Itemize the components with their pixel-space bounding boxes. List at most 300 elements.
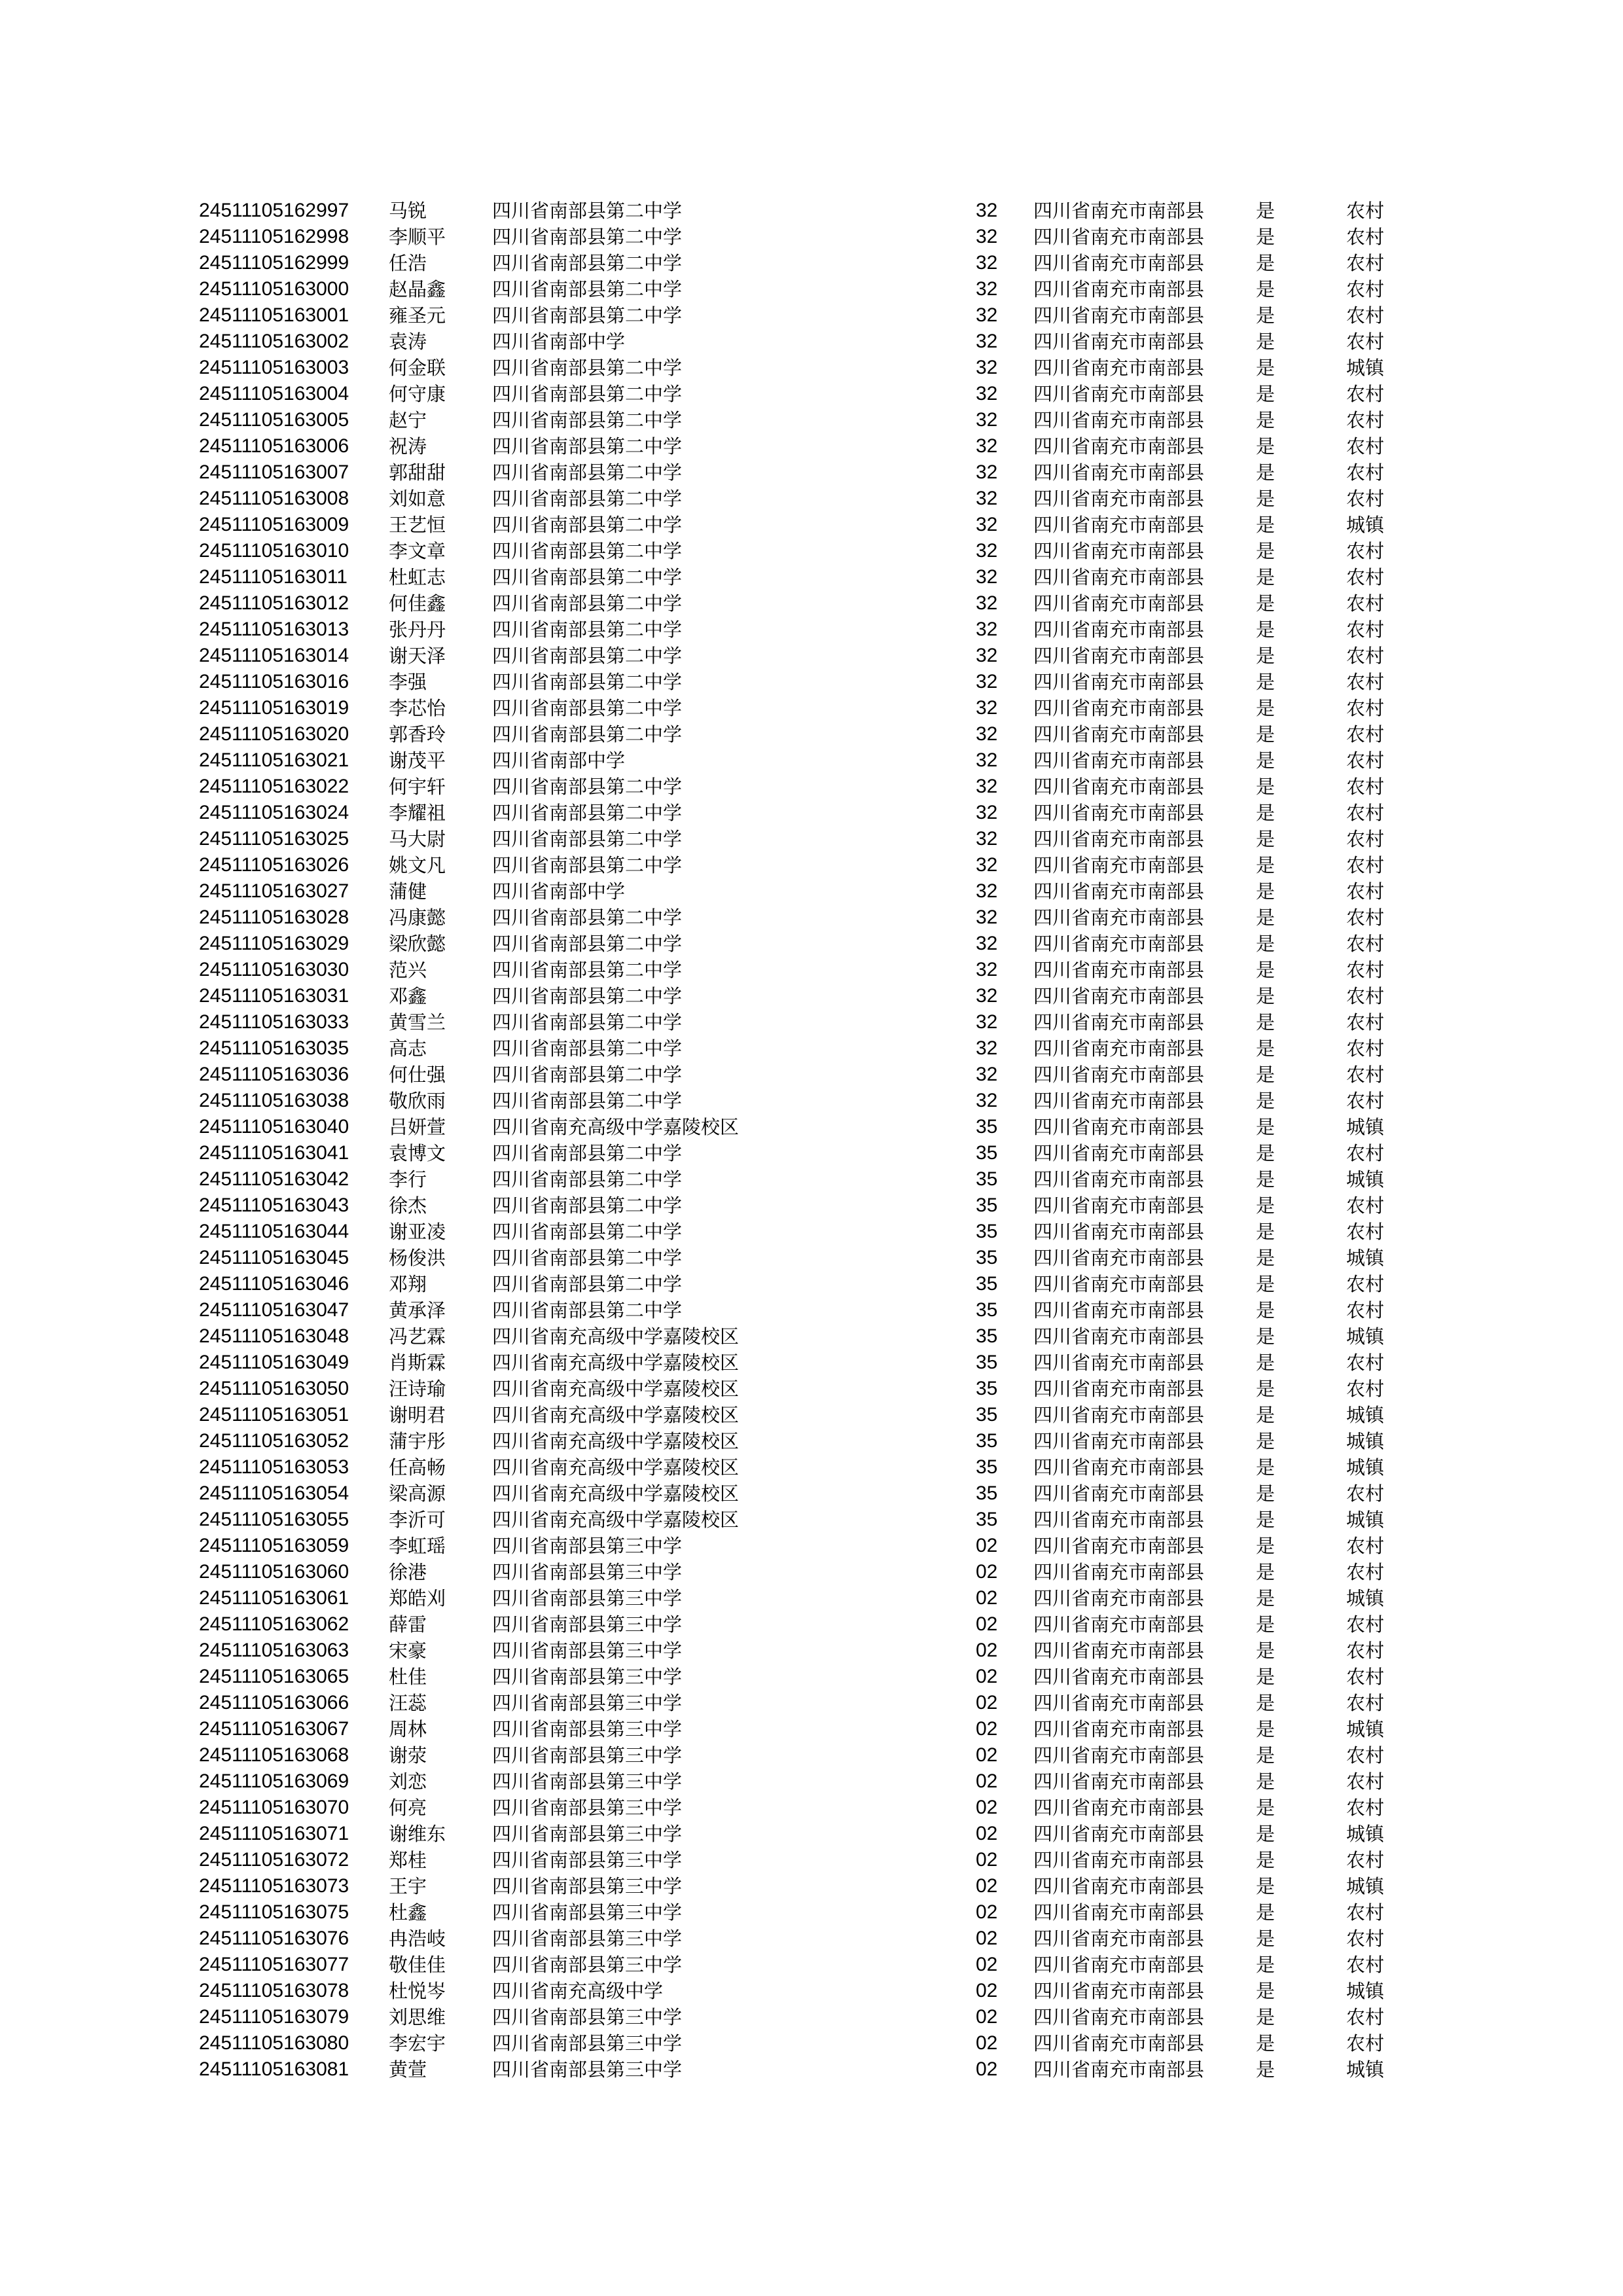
region-cell: 四川省南充市南部县 xyxy=(1033,514,1205,536)
table-row xyxy=(199,2030,1416,2056)
class-code-cell: 35 xyxy=(976,1456,998,1478)
residence-type-cell: 城镇 xyxy=(1346,514,1385,536)
candidate-id-cell: 24511105163022 xyxy=(199,776,349,797)
status-cell: 是 xyxy=(1256,933,1275,955)
candidate-id-cell: 24511105163005 xyxy=(199,409,349,431)
table-row xyxy=(199,198,1416,224)
class-code-cell: 32 xyxy=(976,1011,998,1033)
school-name-cell: 四川省南部县第三中学 xyxy=(492,1587,683,1609)
student-name-cell: 谢天泽 xyxy=(389,645,446,667)
table-row xyxy=(199,302,1416,329)
class-code-cell: 02 xyxy=(976,1718,998,1740)
candidate-id-cell: 24511105163038 xyxy=(199,1090,349,1111)
class-code-cell: 35 xyxy=(976,1299,998,1321)
student-name-cell: 杜虹志 xyxy=(389,566,446,588)
residence-type-cell: 农村 xyxy=(1346,331,1385,353)
region-cell: 四川省南充市南部县 xyxy=(1033,619,1205,641)
region-cell: 四川省南充市南部县 xyxy=(1033,409,1205,431)
candidate-id-cell: 24511105163053 xyxy=(199,1456,349,1478)
table-row xyxy=(199,1088,1416,1114)
residence-type-cell: 农村 xyxy=(1346,1770,1385,1793)
candidate-id-cell: 24511105163031 xyxy=(199,985,349,1007)
table-row xyxy=(199,1559,1416,1585)
status-cell: 是 xyxy=(1256,645,1275,667)
table-row xyxy=(199,250,1416,276)
school-name-cell: 四川省南部县第二中学 xyxy=(492,1142,683,1164)
residence-type-cell: 农村 xyxy=(1346,1378,1385,1400)
class-code-cell: 32 xyxy=(976,1064,998,1085)
region-cell: 四川省南充市南部县 xyxy=(1033,357,1205,379)
student-name-cell: 刘恋 xyxy=(389,1770,427,1793)
candidate-id-cell: 24511105163011 xyxy=(199,566,348,588)
region-cell: 四川省南充市南部县 xyxy=(1033,776,1205,798)
residence-type-cell: 城镇 xyxy=(1346,1875,1385,1897)
status-cell: 是 xyxy=(1256,1561,1275,1583)
class-code-cell: 02 xyxy=(976,2032,998,2054)
school-name-cell: 四川省南部县第二中学 xyxy=(492,488,683,510)
student-name-cell: 汪蕊 xyxy=(389,1692,427,1714)
student-name-cell: 邓翔 xyxy=(389,1273,427,1295)
residence-type-cell: 农村 xyxy=(1346,697,1385,719)
table-row xyxy=(199,1193,1416,1219)
candidate-id-cell: 24511105163044 xyxy=(199,1221,349,1242)
class-code-cell: 02 xyxy=(976,1901,998,1923)
class-code-cell: 02 xyxy=(976,1980,998,2001)
student-name-cell: 王艺恒 xyxy=(389,514,446,536)
candidate-id-cell: 24511105163030 xyxy=(199,959,349,980)
candidate-id-cell: 24511105163051 xyxy=(199,1404,349,1426)
school-name-cell: 四川省南充高级中学嘉陵校区 xyxy=(492,1116,740,1138)
student-name-cell: 何仕强 xyxy=(389,1064,446,1086)
status-cell: 是 xyxy=(1256,1247,1275,1269)
status-cell: 是 xyxy=(1256,435,1275,457)
student-name-cell: 徐杰 xyxy=(389,1194,427,1217)
student-name-cell: 郑皓刈 xyxy=(389,1587,446,1609)
school-name-cell: 四川省南部县第三中学 xyxy=(492,1561,683,1583)
student-name-cell: 杜悦岑 xyxy=(389,1980,446,2002)
status-cell: 是 xyxy=(1256,1194,1275,1217)
school-name-cell: 四川省南部县第三中学 xyxy=(492,1849,683,1871)
table-row xyxy=(199,1716,1416,1742)
region-cell: 四川省南充市南部县 xyxy=(1033,1744,1205,1767)
status-cell: 是 xyxy=(1256,461,1275,484)
student-name-cell: 范兴 xyxy=(389,959,427,981)
status-cell: 是 xyxy=(1256,1928,1275,1950)
student-name-cell: 王宇 xyxy=(389,1875,427,1897)
class-code-cell: 32 xyxy=(976,331,998,352)
residence-type-cell: 农村 xyxy=(1346,619,1385,641)
status-cell: 是 xyxy=(1256,1142,1275,1164)
class-code-cell: 32 xyxy=(976,985,998,1007)
table-row xyxy=(199,1035,1416,1062)
region-cell: 四川省南充市南部县 xyxy=(1033,1509,1205,1531)
school-name-cell: 四川省南部县第二中学 xyxy=(492,802,683,824)
residence-type-cell: 农村 xyxy=(1346,1744,1385,1767)
student-name-cell: 袁涛 xyxy=(389,331,427,353)
student-name-cell: 何亮 xyxy=(389,1797,427,1819)
class-code-cell: 02 xyxy=(976,1770,998,1792)
student-name-cell: 何佳鑫 xyxy=(389,592,446,615)
status-cell: 是 xyxy=(1256,1613,1275,1636)
table-row xyxy=(199,852,1416,878)
candidate-id-cell: 24511105163028 xyxy=(199,906,349,928)
residence-type-cell: 农村 xyxy=(1346,1221,1385,1243)
residence-type-cell: 城镇 xyxy=(1346,1718,1385,1740)
region-cell: 四川省南充市南部县 xyxy=(1033,252,1205,274)
status-cell: 是 xyxy=(1256,880,1275,903)
class-code-cell: 32 xyxy=(976,435,998,457)
class-code-cell: 02 xyxy=(976,1613,998,1635)
class-code-cell: 35 xyxy=(976,1430,998,1452)
table-row xyxy=(199,1245,1416,1271)
student-name-cell: 李文章 xyxy=(389,540,446,562)
region-cell: 四川省南充市南部县 xyxy=(1033,1194,1205,1217)
school-name-cell: 四川省南部县第二中学 xyxy=(492,723,683,745)
status-cell: 是 xyxy=(1256,1954,1275,1976)
candidate-id-cell: 24511105163000 xyxy=(199,278,349,300)
table-row xyxy=(199,1899,1416,1926)
residence-type-cell: 农村 xyxy=(1346,461,1385,484)
region-cell: 四川省南充市南部县 xyxy=(1033,1587,1205,1609)
table-row xyxy=(199,276,1416,302)
school-name-cell: 四川省南部县第二中学 xyxy=(492,592,683,615)
class-code-cell: 02 xyxy=(976,1587,998,1609)
residence-type-cell: 农村 xyxy=(1346,1640,1385,1662)
student-name-cell: 梁高源 xyxy=(389,1482,446,1505)
candidate-id-cell: 24511105163063 xyxy=(199,1640,349,1661)
school-name-cell: 四川省南部县第二中学 xyxy=(492,461,683,484)
class-code-cell: 35 xyxy=(976,1273,998,1295)
residence-type-cell: 城镇 xyxy=(1346,1456,1385,1479)
status-cell: 是 xyxy=(1256,2006,1275,2028)
school-name-cell: 四川省南部县第二中学 xyxy=(492,514,683,536)
school-name-cell: 四川省南部县第三中学 xyxy=(492,1744,683,1767)
region-cell: 四川省南充市南部县 xyxy=(1033,1954,1205,1976)
candidate-id-cell: 24511105163073 xyxy=(199,1875,349,1897)
status-cell: 是 xyxy=(1256,1692,1275,1714)
residence-type-cell: 农村 xyxy=(1346,592,1385,615)
status-cell: 是 xyxy=(1256,1849,1275,1871)
class-code-cell: 02 xyxy=(976,2006,998,2028)
student-name-cell: 蒲健 xyxy=(389,880,427,903)
school-name-cell: 四川省南部县第二中学 xyxy=(492,985,683,1007)
class-code-cell: 32 xyxy=(976,697,998,719)
candidate-id-cell: 24511105163076 xyxy=(199,1928,349,1949)
residence-type-cell: 农村 xyxy=(1346,1273,1385,1295)
residence-type-cell: 农村 xyxy=(1346,880,1385,903)
student-name-cell: 李耀祖 xyxy=(389,802,446,824)
candidate-id-cell: 24511105163027 xyxy=(199,880,349,902)
residence-type-cell: 农村 xyxy=(1346,2006,1385,2028)
status-cell: 是 xyxy=(1256,1587,1275,1609)
class-code-cell: 32 xyxy=(976,723,998,745)
residence-type-cell: 农村 xyxy=(1346,1142,1385,1164)
region-cell: 四川省南充市南部县 xyxy=(1033,1797,1205,1819)
class-code-cell: 02 xyxy=(976,2058,998,2080)
candidate-id-cell: 24511105163012 xyxy=(199,592,349,614)
table-row xyxy=(199,669,1416,695)
school-name-cell: 四川省南部县第二中学 xyxy=(492,278,683,300)
region-cell: 四川省南充市南部县 xyxy=(1033,1168,1205,1191)
status-cell: 是 xyxy=(1256,1718,1275,1740)
table-row xyxy=(199,1585,1416,1611)
table-row xyxy=(199,590,1416,617)
residence-type-cell: 城镇 xyxy=(1346,1823,1385,1845)
class-code-cell: 32 xyxy=(976,619,998,640)
school-name-cell: 四川省南部县第三中学 xyxy=(492,1613,683,1636)
table-row xyxy=(199,931,1416,957)
roster-table xyxy=(199,198,1416,2083)
class-code-cell: 32 xyxy=(976,933,998,954)
residence-type-cell: 农村 xyxy=(1346,304,1385,327)
residence-type-cell: 农村 xyxy=(1346,933,1385,955)
residence-type-cell: 农村 xyxy=(1346,200,1385,222)
school-name-cell: 四川省南部县第二中学 xyxy=(492,383,683,405)
class-code-cell: 32 xyxy=(976,776,998,797)
student-name-cell: 谢亚凌 xyxy=(389,1221,446,1243)
candidate-id-cell: 24511105163059 xyxy=(199,1535,349,1556)
status-cell: 是 xyxy=(1256,304,1275,327)
student-name-cell: 姚文凡 xyxy=(389,854,446,876)
class-code-cell: 35 xyxy=(976,1352,998,1373)
table-row xyxy=(199,983,1416,1009)
status-cell: 是 xyxy=(1256,252,1275,274)
residence-type-cell: 农村 xyxy=(1346,906,1385,929)
residence-type-cell: 农村 xyxy=(1346,1011,1385,1033)
school-name-cell: 四川省南部县第三中学 xyxy=(492,2032,683,2054)
residence-type-cell: 农村 xyxy=(1346,1352,1385,1374)
class-code-cell: 02 xyxy=(976,1640,998,1661)
region-cell: 四川省南充市南部县 xyxy=(1033,933,1205,955)
table-row xyxy=(199,1952,1416,1978)
status-cell: 是 xyxy=(1256,383,1275,405)
residence-type-cell: 农村 xyxy=(1346,645,1385,667)
student-name-cell: 袁博文 xyxy=(389,1142,446,1164)
status-cell: 是 xyxy=(1256,1325,1275,1348)
student-name-cell: 马大尉 xyxy=(389,828,446,850)
candidate-id-cell: 24511105163009 xyxy=(199,514,349,535)
candidate-id-cell: 24511105163075 xyxy=(199,1901,349,1923)
school-name-cell: 四川省南部县第三中学 xyxy=(492,1640,683,1662)
region-cell: 四川省南充市南部县 xyxy=(1033,749,1205,772)
candidate-id-cell: 24511105163055 xyxy=(199,1509,349,1530)
status-cell: 是 xyxy=(1256,331,1275,353)
status-cell: 是 xyxy=(1256,697,1275,719)
region-cell: 四川省南充市南部县 xyxy=(1033,880,1205,903)
school-name-cell: 四川省南部中学 xyxy=(492,880,626,903)
student-name-cell: 李宏宇 xyxy=(389,2032,446,2054)
table-row xyxy=(199,1428,1416,1454)
residence-type-cell: 农村 xyxy=(1346,1692,1385,1714)
class-code-cell: 02 xyxy=(976,1954,998,1975)
class-code-cell: 32 xyxy=(976,409,998,431)
school-name-cell: 四川省南充高级中学嘉陵校区 xyxy=(492,1325,740,1348)
school-name-cell: 四川省南部中学 xyxy=(492,749,626,772)
residence-type-cell: 农村 xyxy=(1346,1954,1385,1976)
region-cell: 四川省南充市南部县 xyxy=(1033,2006,1205,2028)
residence-type-cell: 农村 xyxy=(1346,2032,1385,2054)
table-row xyxy=(199,878,1416,905)
region-cell: 四川省南充市南部县 xyxy=(1033,1666,1205,1688)
status-cell: 是 xyxy=(1256,488,1275,510)
region-cell: 四川省南充市南部县 xyxy=(1033,200,1205,222)
region-cell: 四川省南充市南部县 xyxy=(1033,1718,1205,1740)
class-code-cell: 35 xyxy=(976,1325,998,1347)
table-row xyxy=(199,1873,1416,1899)
region-cell: 四川省南充市南部县 xyxy=(1033,488,1205,510)
class-code-cell: 32 xyxy=(976,906,998,928)
class-code-cell: 02 xyxy=(976,1535,998,1556)
residence-type-cell: 农村 xyxy=(1346,1849,1385,1871)
table-row xyxy=(199,1926,1416,1952)
status-cell: 是 xyxy=(1256,723,1275,745)
residence-type-cell: 农村 xyxy=(1346,278,1385,300)
student-name-cell: 郑桂 xyxy=(389,1849,427,1871)
residence-type-cell: 农村 xyxy=(1346,1561,1385,1583)
table-row xyxy=(199,2056,1416,2083)
table-row xyxy=(199,643,1416,669)
class-code-cell: 32 xyxy=(976,226,998,247)
region-cell: 四川省南充市南部县 xyxy=(1033,854,1205,876)
class-code-cell: 35 xyxy=(976,1509,998,1530)
candidate-id-cell: 24511105163045 xyxy=(199,1247,349,1268)
candidate-id-cell: 24511105163047 xyxy=(199,1299,349,1321)
candidate-id-cell: 24511105163040 xyxy=(199,1116,349,1138)
candidate-id-cell: 24511105163077 xyxy=(199,1954,349,1975)
region-cell: 四川省南充市南部县 xyxy=(1033,2058,1205,2081)
student-name-cell: 赵晶鑫 xyxy=(389,278,446,300)
table-row xyxy=(199,1140,1416,1166)
residence-type-cell: 农村 xyxy=(1346,1064,1385,1086)
school-name-cell: 四川省南部县第二中学 xyxy=(492,1168,683,1191)
status-cell: 是 xyxy=(1256,1980,1275,2002)
candidate-id-cell: 24511105163060 xyxy=(199,1561,349,1583)
region-cell: 四川省南充市南部县 xyxy=(1033,331,1205,353)
class-code-cell: 32 xyxy=(976,671,998,692)
candidate-id-cell: 24511105163013 xyxy=(199,619,349,640)
table-row xyxy=(199,617,1416,643)
residence-type-cell: 农村 xyxy=(1346,226,1385,248)
table-row xyxy=(199,695,1416,721)
candidate-id-cell: 24511105163054 xyxy=(199,1482,349,1504)
table-row xyxy=(199,1297,1416,1323)
candidate-id-cell: 24511105163007 xyxy=(199,461,349,483)
table-row xyxy=(199,1009,1416,1035)
candidate-id-cell: 24511105163052 xyxy=(199,1430,349,1452)
region-cell: 四川省南充市南部县 xyxy=(1033,566,1205,588)
school-name-cell: 四川省南部县第三中学 xyxy=(492,1954,683,1976)
student-name-cell: 刘如意 xyxy=(389,488,446,510)
school-name-cell: 四川省南部县第二中学 xyxy=(492,906,683,929)
class-code-cell: 32 xyxy=(976,278,998,300)
status-cell: 是 xyxy=(1256,226,1275,248)
student-name-cell: 何守康 xyxy=(389,383,446,405)
school-name-cell: 四川省南部县第三中学 xyxy=(492,1928,683,1950)
school-name-cell: 四川省南充高级中学嘉陵校区 xyxy=(492,1352,740,1374)
status-cell: 是 xyxy=(1256,802,1275,824)
table-row xyxy=(199,1664,1416,1690)
school-name-cell: 四川省南充高级中学嘉陵校区 xyxy=(492,1404,740,1426)
school-name-cell: 四川省南部县第二中学 xyxy=(492,645,683,667)
school-name-cell: 四川省南部县第三中学 xyxy=(492,1875,683,1897)
region-cell: 四川省南充市南部县 xyxy=(1033,1221,1205,1243)
region-cell: 四川省南充市南部县 xyxy=(1033,1823,1205,1845)
school-name-cell: 四川省南部县第三中学 xyxy=(492,2006,683,2028)
status-cell: 是 xyxy=(1256,1901,1275,1924)
table-row xyxy=(199,564,1416,590)
candidate-id-cell: 24511105163014 xyxy=(199,645,349,666)
residence-type-cell: 城镇 xyxy=(1346,1116,1385,1138)
school-name-cell: 四川省南部县第二中学 xyxy=(492,1273,683,1295)
residence-type-cell: 农村 xyxy=(1346,1901,1385,1924)
table-row xyxy=(199,1166,1416,1193)
status-cell: 是 xyxy=(1256,1797,1275,1819)
region-cell: 四川省南充市南部县 xyxy=(1033,435,1205,457)
residence-type-cell: 农村 xyxy=(1346,566,1385,588)
region-cell: 四川省南充市南部县 xyxy=(1033,1011,1205,1033)
status-cell: 是 xyxy=(1256,357,1275,379)
class-code-cell: 35 xyxy=(976,1482,998,1504)
school-name-cell: 四川省南部县第二中学 xyxy=(492,252,683,274)
class-code-cell: 35 xyxy=(976,1168,998,1190)
region-cell: 四川省南充市南部县 xyxy=(1033,645,1205,667)
residence-type-cell: 农村 xyxy=(1346,802,1385,824)
class-code-cell: 35 xyxy=(976,1116,998,1138)
candidate-id-cell: 24511105163033 xyxy=(199,1011,349,1033)
class-code-cell: 32 xyxy=(976,1037,998,1059)
school-name-cell: 四川省南充高级中学嘉陵校区 xyxy=(492,1482,740,1505)
status-cell: 是 xyxy=(1256,1404,1275,1426)
residence-type-cell: 农村 xyxy=(1346,854,1385,876)
candidate-id-cell: 24511105163006 xyxy=(199,435,349,457)
residence-type-cell: 农村 xyxy=(1346,723,1385,745)
class-code-cell: 32 xyxy=(976,357,998,378)
table-row xyxy=(199,800,1416,826)
residence-type-cell: 农村 xyxy=(1346,1194,1385,1217)
school-name-cell: 四川省南部县第二中学 xyxy=(492,1064,683,1086)
student-name-cell: 李芯怡 xyxy=(389,697,446,719)
status-cell: 是 xyxy=(1256,1482,1275,1505)
candidate-id-cell: 24511105163065 xyxy=(199,1666,349,1687)
region-cell: 四川省南充市南部县 xyxy=(1033,1273,1205,1295)
region-cell: 四川省南充市南部县 xyxy=(1033,1640,1205,1662)
region-cell: 四川省南充市南部县 xyxy=(1033,1299,1205,1321)
region-cell: 四川省南充市南部县 xyxy=(1033,1430,1205,1452)
residence-type-cell: 农村 xyxy=(1346,828,1385,850)
region-cell: 四川省南充市南部县 xyxy=(1033,592,1205,615)
candidate-id-cell: 24511105163061 xyxy=(199,1587,349,1609)
school-name-cell: 四川省南部县第二中学 xyxy=(492,200,683,222)
table-row xyxy=(199,2004,1416,2030)
table-row xyxy=(199,224,1416,250)
region-cell: 四川省南充市南部县 xyxy=(1033,1142,1205,1164)
candidate-id-cell: 24511105163024 xyxy=(199,802,349,823)
student-name-cell: 薛雷 xyxy=(389,1613,427,1636)
student-name-cell: 黄承泽 xyxy=(389,1299,446,1321)
region-cell: 四川省南充市南部县 xyxy=(1033,1613,1205,1636)
candidate-id-cell: 24511105163081 xyxy=(199,2058,349,2080)
student-name-cell: 高志 xyxy=(389,1037,427,1060)
class-code-cell: 32 xyxy=(976,802,998,823)
student-name-cell: 冯康懿 xyxy=(389,906,446,929)
table-row xyxy=(199,826,1416,852)
class-code-cell: 32 xyxy=(976,959,998,980)
region-cell: 四川省南充市南部县 xyxy=(1033,985,1205,1007)
table-row xyxy=(199,459,1416,486)
school-name-cell: 四川省南部县第三中学 xyxy=(492,1823,683,1845)
residence-type-cell: 农村 xyxy=(1346,959,1385,981)
region-cell: 四川省南充市南部县 xyxy=(1033,1901,1205,1924)
